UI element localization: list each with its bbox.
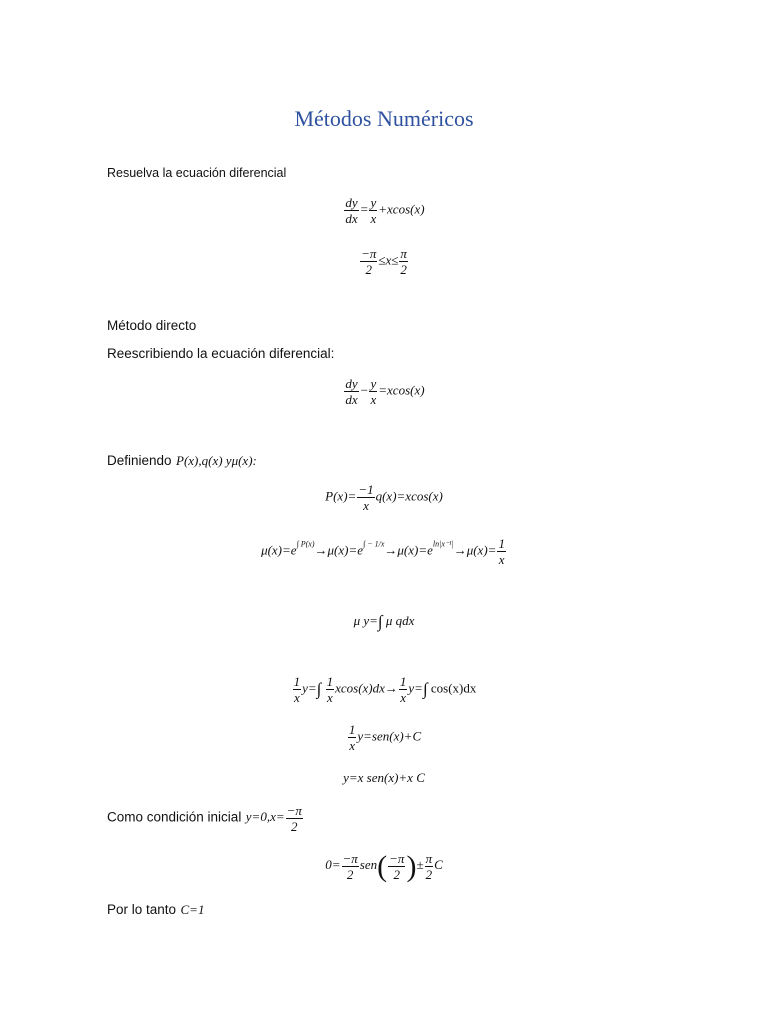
define-line: Definiendo P(x),q(x) yμ(x): [107, 453, 257, 468]
conclusion-line: Por lo tanto C=1 [107, 902, 205, 917]
equation-sen-result: $\frac{1}{x}$ y=sen(x)+C [348, 722, 422, 753]
equation-domain: $\frac{-\pi}{2}$ ≤x≤ $\frac{\pi}{2}$ [361, 246, 407, 277]
intro-text: Resuelva la ecuación diferencial [107, 166, 287, 180]
equation-mu-y: μ y=∫ μ qdx [353, 612, 415, 631]
rewrite-label: Reescribiendo la ecuación diferencial: [107, 346, 335, 361]
equation-p-q: P(x)= $\frac{-1}{x}$ q(x)=xcos(x) [325, 482, 443, 513]
equation-differential: $\frac{dy}{dx}$ = $\frac{y}{x}$ +xcos(x) [345, 195, 425, 226]
equation-integration: $\frac{1}{x}$ y=∫ $\frac{1}{x}$ xcos(x)dx→ $\frac{1}{x}$ y=∫ cos(x)dx [293, 674, 477, 705]
initial-condition-line: Como condición inicial y=0,x= $\frac{-\pi}{2}$ [107, 803, 302, 834]
equation-initial-substitution: 0= $\frac{-\pi}{2}$ sen( $\frac{-\pi}{2}$ )± $\frac{\pi}{2}$ C [325, 850, 443, 883]
method-label: Método directo [107, 318, 197, 333]
page-title: Métodos Numéricos [294, 106, 474, 131]
equation-general-solution: y=x sen(x)+x C [343, 770, 425, 785]
equation-integrating-factor: $\mu(x)=e^{\int P(x)}\to\mu(x)=e^{\int - 1/x}\to\mu(x)=e^{ln|x^{-1}|}\to\mu(x)=$ $\frac{1}{x}$ [261, 536, 505, 567]
equation-rewritten: $\frac{dy}{dx}$ − $\frac{y}{x}$ =xcos(x) [345, 376, 425, 407]
exp-neg-one-over-x: ∫ − 1/x [363, 539, 385, 549]
